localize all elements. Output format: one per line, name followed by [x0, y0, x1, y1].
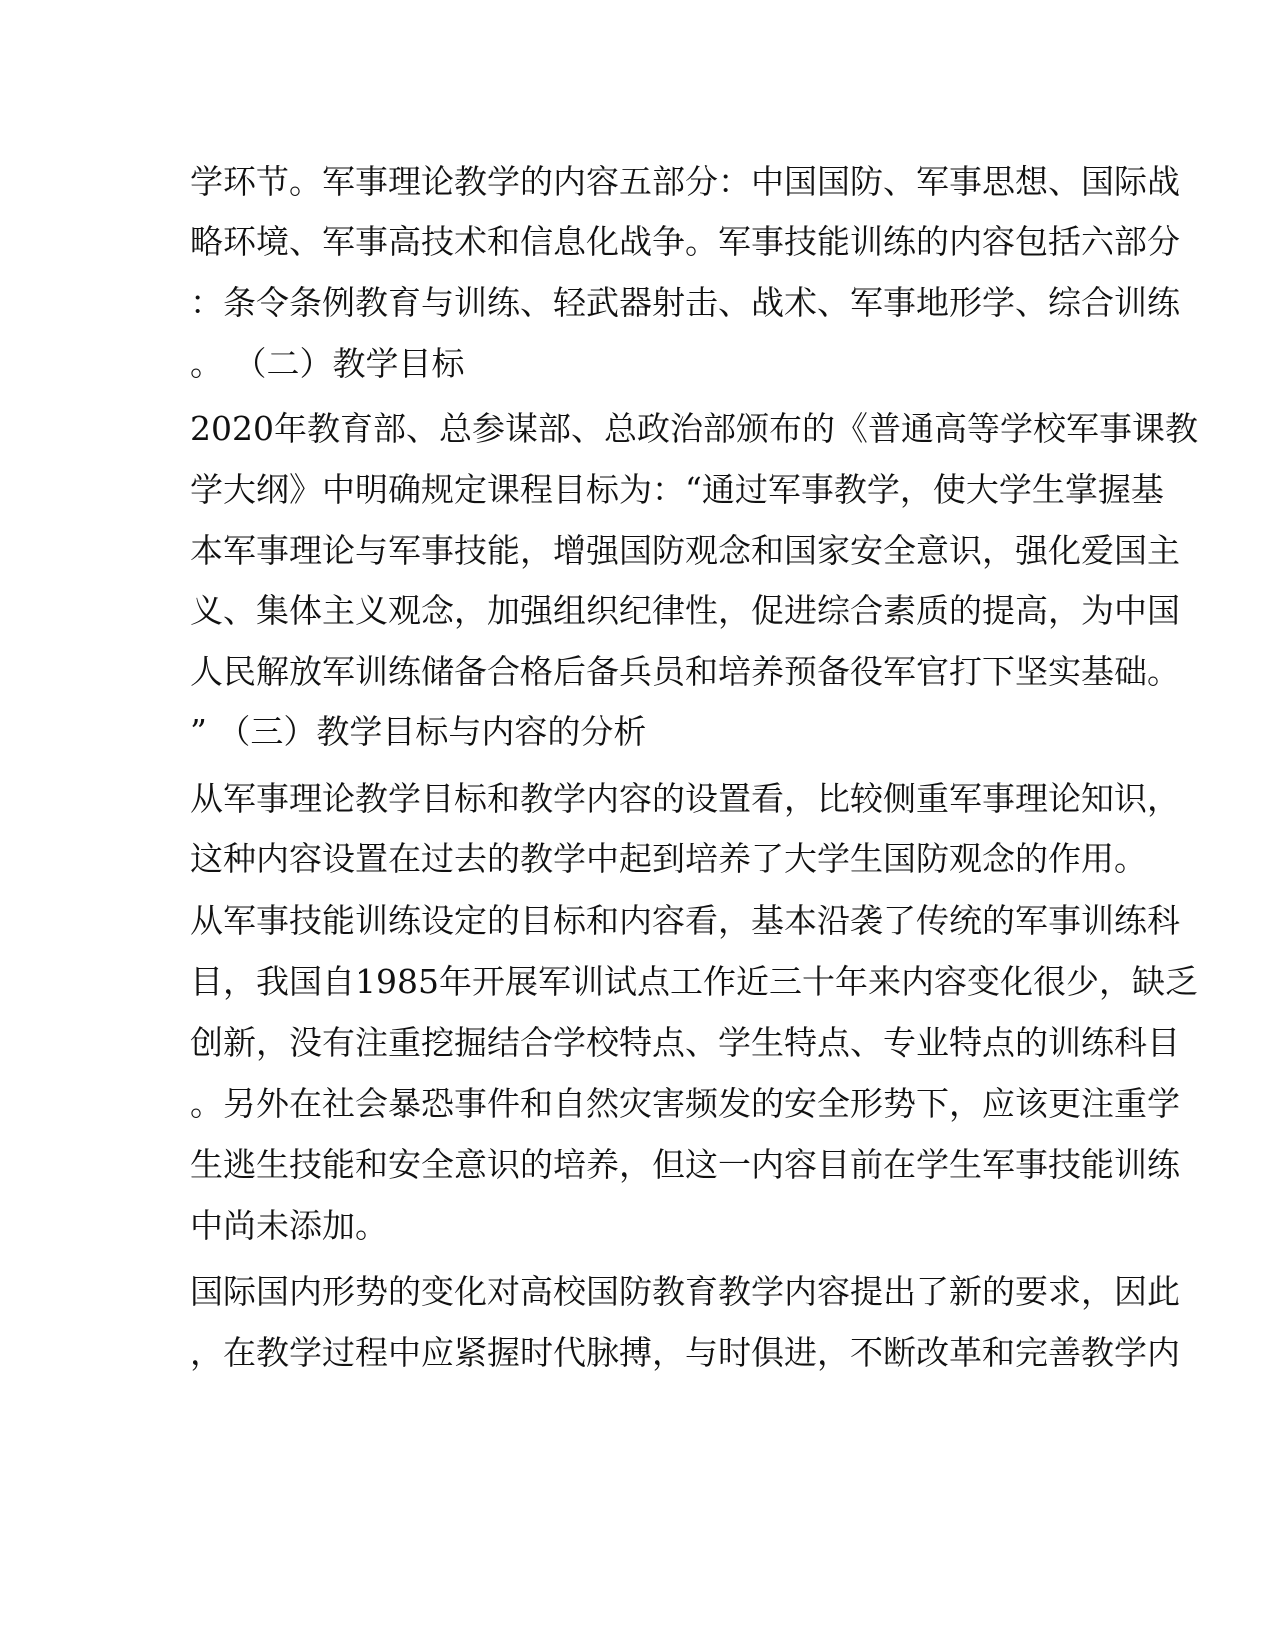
- text-line: 国际国内形势的变化对高校国防教育教学内容提出了新的要求，因此: [190, 1272, 1180, 1311]
- text-line: 学大纲》中明确规定课程目标为：“通过军事教学，使大学生掌握基: [190, 470, 1164, 509]
- text-line: ：条令条例教育与训练、轻武器射击、战术、军事地形学、综合训练: [190, 283, 1180, 322]
- text-line: 创新，没有注重挖掘结合学校特点、学生特点、专业特点的训练科目: [190, 1023, 1180, 1062]
- text-line: 人民解放军训练储备合格后备兵员和培养预备役军官打下坚实基础。: [190, 652, 1180, 691]
- text-line: 本军事理论与军事技能，增强国防观念和国家安全意识，强化爱国主: [190, 531, 1180, 570]
- text-line: 义、集体主义观念，加强组织纪律性，促进综合素质的提高，为中国: [190, 591, 1180, 630]
- text-line: 略环境、军事高技术和信息化战争。军事技能训练的内容包括六部分: [190, 222, 1180, 261]
- text-line: 。另外在社会暴恐事件和自然灾害频发的安全形势下，应该更注重学: [190, 1084, 1180, 1123]
- text-line: 从军事理论教学目标和教学内容的设置看，比较侧重军事理论知识，: [190, 779, 1180, 818]
- text-line: 学环节。军事理论教学的内容五部分：中国国防、军事思想、国际战: [190, 162, 1180, 201]
- section-heading-line: ” （三）教学目标与内容的分析: [190, 712, 647, 751]
- section-heading-line: 。 （二）教学目标: [190, 344, 465, 383]
- text-line: 2020年教育部、总参谋部、总政治部颁布的《普通高等学校军事课教: [190, 409, 1198, 448]
- text-line: 目，我国自1985年开展军训试点工作近三十年来内容变化很少，缺乏: [190, 962, 1198, 1001]
- text-line: 这种内容设置在过去的教学中起到培养了大学生国防观念的作用。: [190, 839, 1147, 878]
- text-line: 中尚未添加。: [190, 1206, 388, 1245]
- text-line: 从军事技能训练设定的目标和内容看，基本沿袭了传统的军事训练科: [190, 901, 1180, 940]
- text-line: 生逃生技能和安全意识的培养，但这一内容目前在学生军事技能训练: [190, 1145, 1180, 1184]
- text-line: ，在教学过程中应紧握时代脉搏，与时俱进，不断改革和完善教学内: [190, 1333, 1180, 1372]
